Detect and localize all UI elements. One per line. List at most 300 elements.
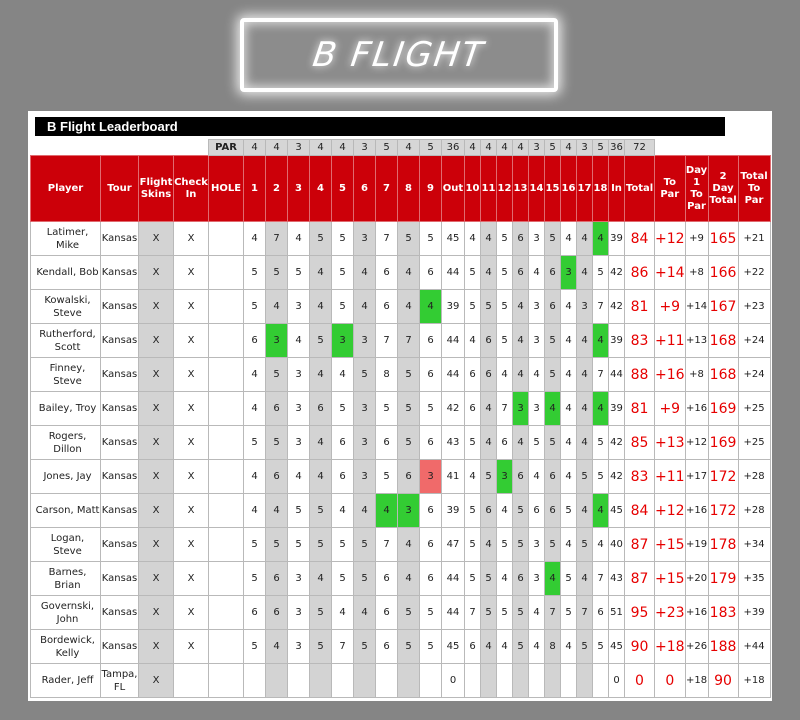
hole-score: 6 — [545, 460, 561, 494]
hole-score — [497, 664, 513, 698]
hole-score: 4 — [577, 426, 593, 460]
hole-score — [332, 664, 354, 698]
hole-score: 6 — [420, 324, 442, 358]
to-par: +23 — [655, 596, 686, 630]
par-blank — [101, 140, 139, 156]
hole-score: 5 — [497, 256, 513, 290]
flight-skins-mark: X — [139, 222, 174, 256]
player-row — [31, 324, 771, 358]
hole-score: 6 — [513, 222, 529, 256]
hole-score: 5 — [310, 630, 332, 664]
par-label: PAR — [209, 140, 244, 156]
hole-score: 6 — [465, 392, 481, 426]
hole-score: 4 — [593, 222, 609, 256]
header-hole-number: 3 — [288, 156, 310, 222]
par-blank — [708, 140, 738, 156]
hole-score: 6 — [481, 494, 497, 528]
hole-score: 5 — [561, 494, 577, 528]
hole-score: 6 — [420, 562, 442, 596]
hole-score: 5 — [465, 562, 481, 596]
hole-score: 4 — [332, 494, 354, 528]
par-value: 4 — [513, 140, 529, 156]
hole-score: 4 — [545, 392, 561, 426]
day1-to-par: +20 — [685, 562, 708, 596]
hole-score: 6 — [593, 596, 609, 630]
hole-score: 5 — [481, 460, 497, 494]
two-day-total: 167 — [708, 290, 738, 324]
header-hole-number: Out — [442, 156, 465, 222]
in-score: 42 — [609, 426, 625, 460]
hole-score: 3 — [398, 494, 420, 528]
player-tour: Kansas — [101, 426, 139, 460]
total-to-par: +23 — [738, 290, 770, 324]
hole-score: 6 — [420, 528, 442, 562]
hole-score: 7 — [376, 222, 398, 256]
hole-score: 5 — [332, 256, 354, 290]
to-par: +14 — [655, 256, 686, 290]
hole-score: 7 — [593, 562, 609, 596]
hole-score: 5 — [354, 630, 376, 664]
hole-score: 4 — [561, 528, 577, 562]
round-total: 95 — [625, 596, 655, 630]
hole-score: 4 — [376, 494, 398, 528]
hole-score: 4 — [310, 562, 332, 596]
hole-cell — [209, 664, 244, 698]
hole-score: 4 — [577, 358, 593, 392]
hole-score: 6 — [513, 562, 529, 596]
two-day-total: 90 — [708, 664, 738, 698]
to-par: +9 — [655, 392, 686, 426]
hole-score: 4 — [481, 426, 497, 460]
hole-score: 3 — [288, 392, 310, 426]
hole-score: 5 — [545, 426, 561, 460]
round-total: 90 — [625, 630, 655, 664]
player-name: Rutherford, Scott — [31, 324, 101, 358]
hole-score: 5 — [332, 562, 354, 596]
two-day-total: 169 — [708, 426, 738, 460]
par-value: 3 — [577, 140, 593, 156]
total-to-par: +39 — [738, 596, 770, 630]
out-score: 43 — [442, 426, 465, 460]
player-tour: Kansas — [101, 596, 139, 630]
player-name: Bordewick, Kelly — [31, 630, 101, 664]
player-row — [31, 256, 771, 290]
check-in-mark — [174, 664, 209, 698]
check-in-mark: X — [174, 426, 209, 460]
hole-score: 5 — [497, 222, 513, 256]
to-par: +16 — [655, 358, 686, 392]
out-score: 44 — [442, 256, 465, 290]
day1-to-par: +12 — [685, 426, 708, 460]
hole-score: 4 — [529, 460, 545, 494]
hole-cell — [209, 290, 244, 324]
hole-score: 5 — [288, 528, 310, 562]
round-total: 81 — [625, 392, 655, 426]
hole-score: 6 — [513, 256, 529, 290]
hole-score: 4 — [310, 256, 332, 290]
player-tour: Kansas — [101, 562, 139, 596]
hole-score: 6 — [481, 324, 497, 358]
round-total: 0 — [625, 664, 655, 698]
hole-score: 5 — [266, 528, 288, 562]
par-blank — [139, 140, 174, 156]
two-day-total: 166 — [708, 256, 738, 290]
par-value: 5 — [545, 140, 561, 156]
hole-score: 4 — [481, 256, 497, 290]
hole-score: 5 — [481, 562, 497, 596]
header-hole-number: In — [609, 156, 625, 222]
two-day-total: 178 — [708, 528, 738, 562]
check-in-mark: X — [174, 460, 209, 494]
hole-score: 5 — [420, 630, 442, 664]
header-hole-number: 7 — [376, 156, 398, 222]
hole-score — [513, 664, 529, 698]
day1-to-par: +17 — [685, 460, 708, 494]
hole-score: 4 — [310, 290, 332, 324]
hole-score: 5 — [497, 596, 513, 630]
hole-score: 5 — [577, 460, 593, 494]
in-score: 43 — [609, 562, 625, 596]
leaderboard-panel — [28, 111, 772, 701]
header-day1-to-par: Day 1 To Par — [685, 156, 708, 222]
player-tour: Kansas — [101, 222, 139, 256]
hole-score: 7 — [465, 596, 481, 630]
hole-score: 6 — [529, 494, 545, 528]
day1-to-par: +26 — [685, 630, 708, 664]
hole-score: 3 — [266, 324, 288, 358]
hole-score: 5 — [593, 460, 609, 494]
hole-score: 4 — [398, 528, 420, 562]
hole-score: 4 — [561, 460, 577, 494]
hole-score: 5 — [310, 494, 332, 528]
in-score: 39 — [609, 324, 625, 358]
flight-skins-mark: X — [139, 664, 174, 698]
header-player: Player — [31, 156, 101, 222]
to-par: +12 — [655, 494, 686, 528]
hole-score: 5 — [310, 222, 332, 256]
par-value: 5 — [593, 140, 609, 156]
player-row — [31, 528, 771, 562]
flight-skins-mark: X — [139, 562, 174, 596]
hole-score: 4 — [577, 392, 593, 426]
hole-score: 4 — [354, 494, 376, 528]
hole-score: 5 — [376, 392, 398, 426]
hole-score: 4 — [513, 324, 529, 358]
hole-score — [288, 664, 310, 698]
par-blank — [738, 140, 770, 156]
player-row — [31, 392, 771, 426]
player-name: Rogers, Dillon — [31, 426, 101, 460]
hole-score: 3 — [577, 290, 593, 324]
hole-cell — [209, 324, 244, 358]
hole-score: 4 — [310, 358, 332, 392]
round-total: 84 — [625, 222, 655, 256]
hole-score: 6 — [376, 426, 398, 460]
hole-score: 5 — [545, 324, 561, 358]
hole-score: 5 — [244, 290, 266, 324]
hole-score: 4 — [561, 630, 577, 664]
hole-score: 6 — [244, 324, 266, 358]
header-hole-number: 18 — [593, 156, 609, 222]
hole-score: 4 — [288, 460, 310, 494]
hole-score — [545, 664, 561, 698]
hole-cell — [209, 596, 244, 630]
hole-score: 6 — [497, 426, 513, 460]
round-total: 83 — [625, 324, 655, 358]
hole-score: 4 — [529, 596, 545, 630]
player-row — [31, 494, 771, 528]
hole-score: 4 — [481, 528, 497, 562]
par-value: 5 — [420, 140, 442, 156]
hole-cell — [209, 358, 244, 392]
two-day-total: 165 — [708, 222, 738, 256]
hole-cell — [209, 256, 244, 290]
round-total: 87 — [625, 528, 655, 562]
hole-score: 5 — [497, 324, 513, 358]
par-value: 4 — [310, 140, 332, 156]
in-score: 0 — [609, 664, 625, 698]
hole-score: 3 — [354, 324, 376, 358]
player-tour: Kansas — [101, 358, 139, 392]
to-par: +12 — [655, 222, 686, 256]
hole-score: 4 — [244, 460, 266, 494]
hole-score: 4 — [593, 494, 609, 528]
hole-score: 5 — [354, 562, 376, 596]
hole-score: 8 — [376, 358, 398, 392]
hole-score: 5 — [513, 596, 529, 630]
hole-score: 5 — [561, 562, 577, 596]
hole-score: 6 — [465, 630, 481, 664]
to-par: +11 — [655, 460, 686, 494]
hole-score: 7 — [398, 324, 420, 358]
hole-score: 6 — [266, 460, 288, 494]
hole-score: 5 — [288, 494, 310, 528]
hole-score — [376, 664, 398, 698]
hole-score: 4 — [266, 630, 288, 664]
hole-score — [529, 664, 545, 698]
hole-score: 4 — [561, 426, 577, 460]
player-tour: Kansas — [101, 494, 139, 528]
hole-score: 3 — [288, 426, 310, 460]
player-name: Jones, Jay — [31, 460, 101, 494]
hole-score: 6 — [376, 596, 398, 630]
hole-score: 3 — [529, 528, 545, 562]
two-day-total: 183 — [708, 596, 738, 630]
total-to-par: +25 — [738, 426, 770, 460]
header-hole-number: 13 — [513, 156, 529, 222]
day1-to-par: +9 — [685, 222, 708, 256]
hole-score: 5 — [398, 358, 420, 392]
hole-score: 5 — [244, 630, 266, 664]
day1-to-par: +16 — [685, 494, 708, 528]
hole-score: 5 — [513, 630, 529, 664]
hole-score: 5 — [266, 358, 288, 392]
hole-score: 4 — [497, 494, 513, 528]
hole-score: 4 — [577, 562, 593, 596]
player-name: Finney, Steve — [31, 358, 101, 392]
player-row — [31, 460, 771, 494]
hole-score: 7 — [266, 222, 288, 256]
hole-score: 5 — [354, 528, 376, 562]
hole-score: 6 — [481, 358, 497, 392]
player-row — [31, 664, 771, 698]
hole-score: 7 — [545, 596, 561, 630]
in-score: 42 — [609, 460, 625, 494]
hole-score: 4 — [513, 426, 529, 460]
round-total: 87 — [625, 562, 655, 596]
hole-score: 5 — [529, 426, 545, 460]
hole-score: 4 — [497, 630, 513, 664]
par-value: 36 — [442, 140, 465, 156]
day1-to-par: +8 — [685, 358, 708, 392]
hole-score: 4 — [529, 256, 545, 290]
header-to-par: To Par — [655, 156, 686, 222]
par-value: 3 — [288, 140, 310, 156]
hole-score: 3 — [513, 392, 529, 426]
hole-score: 5 — [593, 630, 609, 664]
hole-score: 3 — [332, 324, 354, 358]
check-in-mark: X — [174, 494, 209, 528]
hole-score: 3 — [529, 324, 545, 358]
hole-cell — [209, 222, 244, 256]
hole-score: 3 — [529, 290, 545, 324]
hole-score: 5 — [577, 630, 593, 664]
hole-score: 4 — [593, 392, 609, 426]
hole-score: 3 — [529, 222, 545, 256]
hole-score: 3 — [354, 222, 376, 256]
hole-score: 6 — [376, 630, 398, 664]
hole-score: 4 — [513, 290, 529, 324]
hole-score: 4 — [561, 392, 577, 426]
hole-score: 4 — [481, 630, 497, 664]
hole-score: 4 — [481, 222, 497, 256]
hole-score: 7 — [332, 630, 354, 664]
total-to-par: +28 — [738, 460, 770, 494]
hole-score: 6 — [244, 596, 266, 630]
par-value: 4 — [497, 140, 513, 156]
header-hole-number: 15 — [545, 156, 561, 222]
round-total: 86 — [625, 256, 655, 290]
in-score: 42 — [609, 256, 625, 290]
total-to-par: +24 — [738, 358, 770, 392]
hole-score: 5 — [465, 256, 481, 290]
hole-score: 3 — [288, 630, 310, 664]
out-score: 44 — [442, 596, 465, 630]
out-score: 39 — [442, 494, 465, 528]
hole-score: 4 — [244, 358, 266, 392]
hole-score: 3 — [354, 460, 376, 494]
hole-score: 4 — [465, 460, 481, 494]
header-total: Total — [625, 156, 655, 222]
hole-score — [593, 664, 609, 698]
hole-score: 5 — [420, 596, 442, 630]
hole-score: 3 — [354, 392, 376, 426]
player-row — [31, 426, 771, 460]
total-to-par: +34 — [738, 528, 770, 562]
header-hole-number: 17 — [577, 156, 593, 222]
hole-score: 5 — [465, 494, 481, 528]
hole-score: 4 — [593, 324, 609, 358]
hole-score: 5 — [332, 290, 354, 324]
in-score: 39 — [609, 392, 625, 426]
hole-score: 4 — [266, 494, 288, 528]
hole-score: 5 — [545, 528, 561, 562]
hole-score: 5 — [332, 392, 354, 426]
hole-score: 6 — [266, 562, 288, 596]
player-row — [31, 630, 771, 664]
hole-score: 5 — [310, 528, 332, 562]
two-day-total: 172 — [708, 460, 738, 494]
header-row — [31, 156, 771, 222]
header-check-in: Check In — [174, 156, 209, 222]
hole-score: 5 — [420, 222, 442, 256]
hole-score: 4 — [561, 358, 577, 392]
out-score: 42 — [442, 392, 465, 426]
hole-score: 4 — [310, 426, 332, 460]
total-to-par: +35 — [738, 562, 770, 596]
out-score: 45 — [442, 630, 465, 664]
to-par: +15 — [655, 562, 686, 596]
hole-score: 6 — [398, 460, 420, 494]
hole-score: 3 — [354, 426, 376, 460]
hole-score: 4 — [354, 256, 376, 290]
hole-score: 4 — [593, 528, 609, 562]
player-name: Latimer, Mike — [31, 222, 101, 256]
hole-score: 4 — [332, 358, 354, 392]
in-score: 44 — [609, 358, 625, 392]
player-tour: Kansas — [101, 460, 139, 494]
hole-score: 5 — [398, 392, 420, 426]
hole-score: 6 — [310, 392, 332, 426]
par-row — [31, 140, 771, 156]
header-hole-number: 4 — [310, 156, 332, 222]
hole-score — [310, 664, 332, 698]
in-score: 45 — [609, 630, 625, 664]
hole-cell — [209, 426, 244, 460]
hole-score: 8 — [545, 630, 561, 664]
hole-score: 4 — [354, 290, 376, 324]
hole-score: 4 — [244, 494, 266, 528]
flight-skins-mark: X — [139, 596, 174, 630]
check-in-mark: X — [174, 358, 209, 392]
par-value: 4 — [266, 140, 288, 156]
day1-to-par: +14 — [685, 290, 708, 324]
hole-score: 4 — [577, 222, 593, 256]
day1-to-par: +16 — [685, 596, 708, 630]
in-score: 39 — [609, 222, 625, 256]
hole-score: 7 — [376, 324, 398, 358]
player-name: Governski, John — [31, 596, 101, 630]
flight-skins-mark: X — [139, 290, 174, 324]
hole-score — [465, 664, 481, 698]
flight-skins-mark: X — [139, 256, 174, 290]
hole-score: 6 — [332, 426, 354, 460]
header-hole: HOLE — [209, 156, 244, 222]
hole-score: 6 — [266, 596, 288, 630]
hole-score: 5 — [332, 222, 354, 256]
hole-score: 5 — [561, 596, 577, 630]
in-score: 45 — [609, 494, 625, 528]
hole-score: 4 — [497, 358, 513, 392]
flight-skins-mark: X — [139, 358, 174, 392]
hole-score: 5 — [332, 528, 354, 562]
out-score: 45 — [442, 222, 465, 256]
check-in-mark: X — [174, 290, 209, 324]
hole-score: 7 — [376, 528, 398, 562]
total-to-par: +25 — [738, 392, 770, 426]
player-tour: Kansas — [101, 392, 139, 426]
hole-score: 5 — [465, 528, 481, 562]
